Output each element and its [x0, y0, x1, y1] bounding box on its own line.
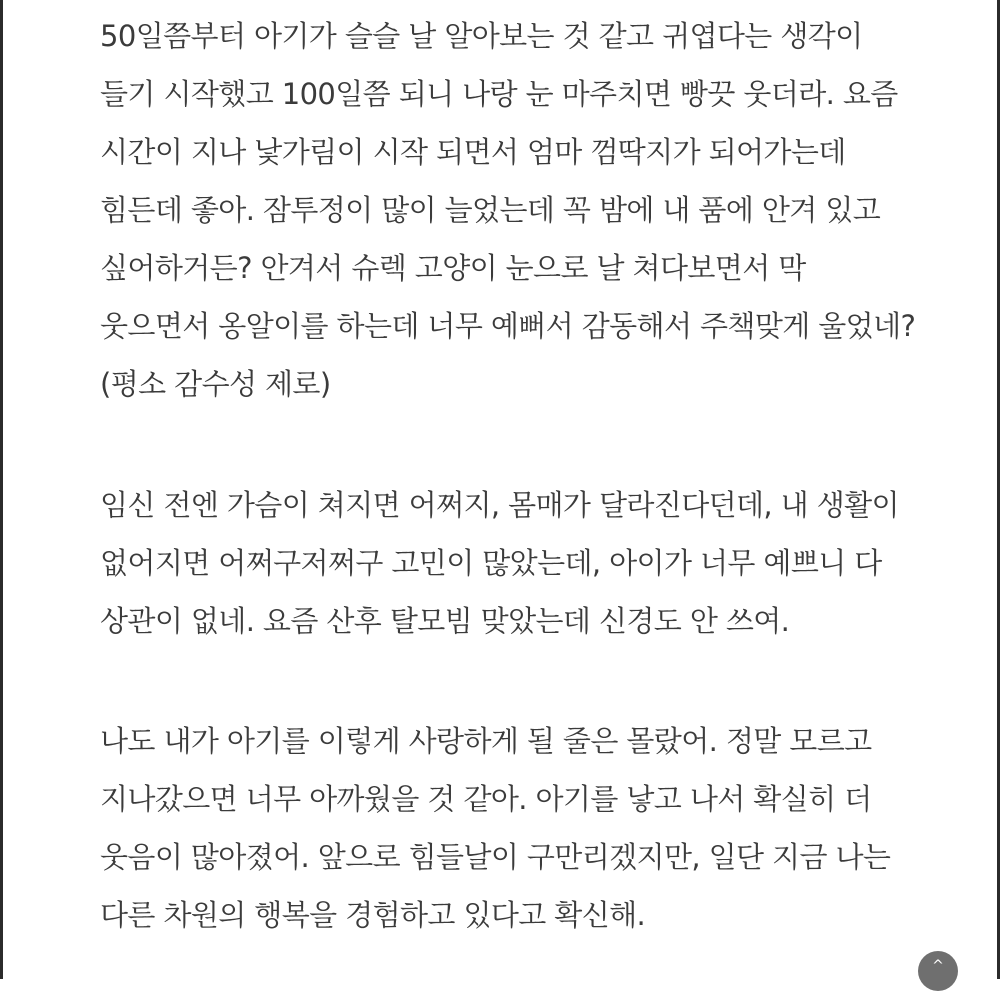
scroll-to-top-button[interactable]	[918, 951, 958, 991]
text-line: 상관이 없네. 요즘 산후 탈모빔 맞았는데 신경도 안 쓰여.	[100, 604, 790, 638]
text-line: 웃음이 많아졌어. 앞으로 힘들날이 구만리겠지만, 일단 지금 나는	[100, 840, 891, 874]
text-line: 다른 차원의 행복을 경험하고 있다고 확신해.	[100, 898, 646, 932]
chevron-up-icon: ^	[932, 958, 944, 974]
text-line: 임신 전엔 가슴이 쳐지면 어쩌지, 몸매가 달라진다던데, 내 생활이	[100, 488, 899, 522]
text-line: 없어지면 어쩌구저쩌구 고민이 많았는데, 아이가 너무 예쁘니 다	[100, 546, 882, 580]
text-line: 웃으면서 옹알이를 하는데 너무 예뻐서 감동해서 주책맞게 울었네?	[100, 309, 916, 343]
text-line: 50일쯤부터 아기가 슬슬 날 알아보는 것 같고 귀엽다는 생각이	[100, 19, 863, 53]
text-line: (평소 감수성 제로)	[100, 367, 331, 401]
paragraph-2	[100, 476, 899, 650]
paragraph-1	[100, 7, 915, 413]
text-line: 들기 시작했고 100일쯤 되니 나랑 눈 마주치면 빵끗 웃더라. 요즘	[100, 77, 898, 111]
paragraph-3	[100, 712, 890, 944]
text-line: 시간이 지나 낯가림이 시작 되면서 엄마 껌딱지가 되어가는데	[100, 135, 846, 169]
text-line: 나도 내가 아기를 이렇게 사랑하게 될 줄은 몰랐어. 정말 모르고	[100, 724, 872, 758]
text-line: 싶어하거든? 안겨서 슈렉 고양이 눈으로 날 쳐다보면서 막	[100, 251, 806, 285]
text-line: 지나갔으면 너무 아까웠을 것 같아. 아기를 낳고 나서 확실히 더	[100, 782, 872, 816]
text-line: 힘든데 좋아. 잠투정이 많이 늘었는데 꼭 밤에 내 품에 안겨 있고	[100, 193, 881, 227]
